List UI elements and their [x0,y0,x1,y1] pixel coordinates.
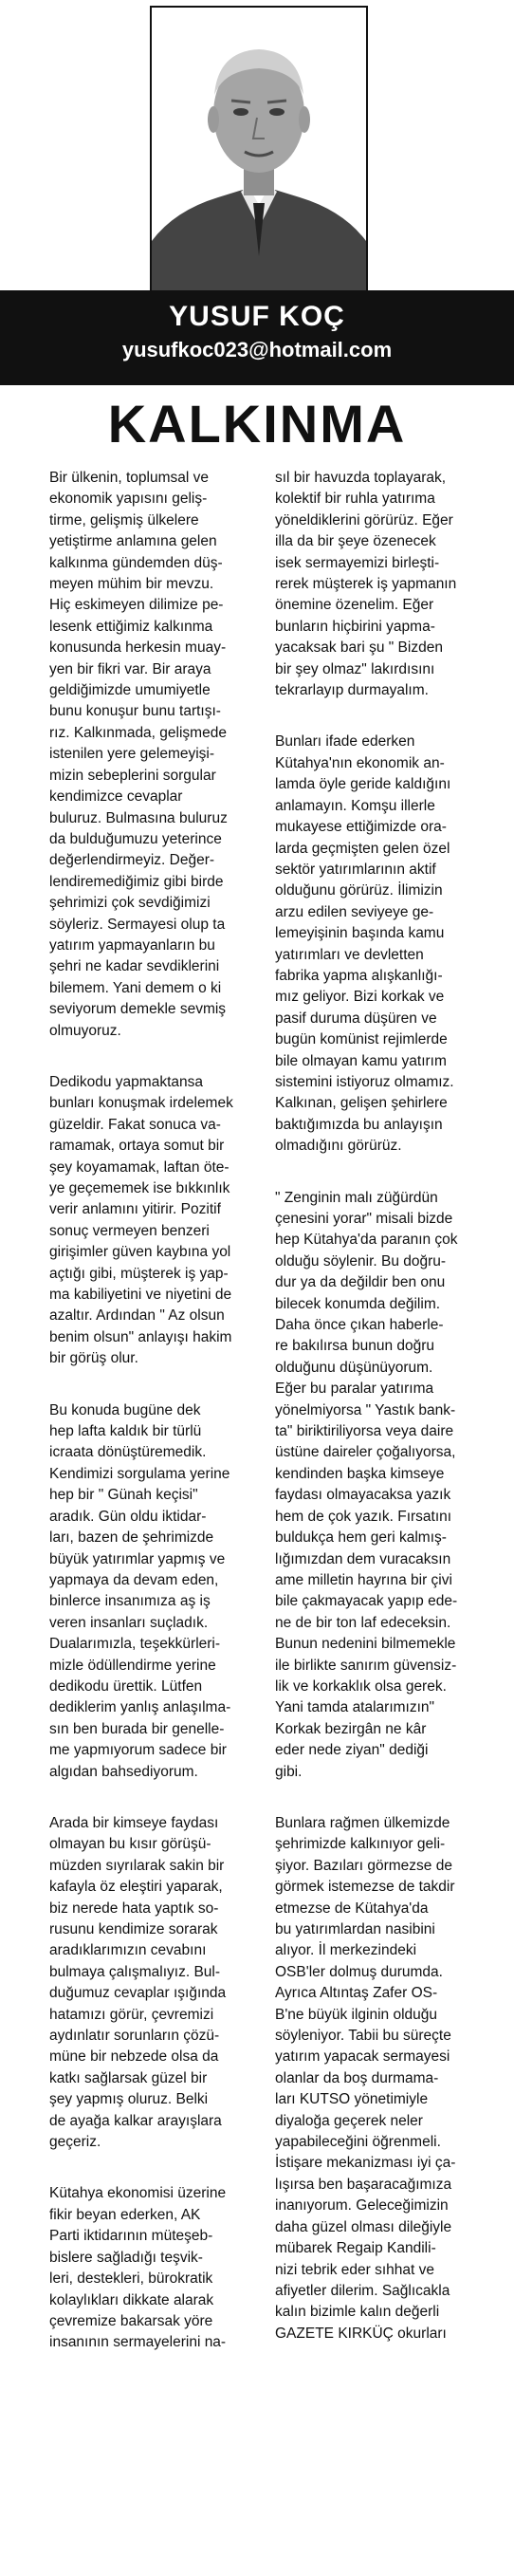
author-portrait-image [152,8,366,290]
paragraph: Dedikodu yapmaktansa bunları konuşmak irdelemek güzeldir. Fakat sonuca va- ramamak, ortaya somut bir şey koyamamak, laftan öte- ye geçememek ise bıkkınlık verir anlamını yitirir. Pozitif sonuç vermeyen benzeri girişimler güven kaybına yol açtığı gibi, müşterek iş yap- ma kabiliyetini ve niyetini de azaltır. Ardından " Az olsun benim olsun" anlayışı hakim bir görüş olur. [49,1073,233,1367]
author-photo [150,6,368,292]
paragraph: Arada bir kimseye faydası olmayan bu kısır görüşü- müzden sıyrılarak sakin bir kafayla öz eleştiri yaparak, biz nerede hata yaptık so- rusunu kendimize sorarak aradıklarımızın cevabını bulmaya çalışmalıyız. Bul- duğumuz cevaplar ışığında hatamızı görür, çevremizi aydınlatır sorunların çözü- müne bir nebzede olsa da katkı sağlarsak güzel bir şey yapmış oluruz. Belki de ayağa kalkar arayışlara geçeriz. [49,1814,227,2151]
article-headline: KALKINMA [107,394,407,454]
paragraph: Bu konuda bugüne dek hep lafta kaldık bir türlü icraata dönüştüremedik. Kendimizi sorgulama yerine hep bir " Günah keçisi" aradık. Gün oldu iktidar- ları, bazen de şehrimizde büyük yatırımlar yapmış ve yapmaya da devam eden, binlerce insanımıza aş iş veren insanları suçladık. Dualarımızla, teşekkürleri- mizle ödüllendirme yerine dedikodu ürettik. Lütfen dediklerim yanlış anlaşılma- sın ben burada bir genelle- me yapmıyorum sadece bir algıdan bahsediyorum. [49,1401,231,1780]
paragraph: sıl bir havuzda toplayarak, kolektif bir ruhla yatırıma yöneldiklerini görürüz. Eğer illa da bir şeye özenecek isek sermayemizi birleşti- rerek müşterek iş yapmanın önemine özenelim. Eğer bunların hiçbirini yapma- yacaksak bari şu " Bizden bir şey olmaz" lakırdısını tekrarlayıp durmayalım. [275,470,457,699]
author-email: yusufkoc023@hotmail.com [121,338,393,361]
paragraph: " Zenginin malı züğürdün çenesini yorar" misali bizde hep Kütahya'da paranın çok olduğu söylenir. Bu doğru- dur ya da değildir ben onu bilecek konumda değilim. Daha önce çıkan haberle- re bakılırsa bunun doğru olduğunu düşünüyorum. Eğer bu paralar yatırıma yönelmiyorsa " Yastık bank- ta" biriktiriliyorsa veya daire üstüne daireler çoğalıyorsa, kendinden başka kimseye faydası olmayacaksa yazık hem de çok yazık. Fırsatını buldukça hem geri kalmış- lığımızdan dem vuracaksın ame milletin hayrına bir çivi bile çakmayacak yapıp ede- ne de bir ton laf edeceksin. Bunun nedenini bilmemekle ile birlikte sanırım güvensiz- lik ve korkaklık olsa gerek. Yani tamda atalarımızın" Korkak bezirgân ne kâr eder nede ziyan" dediği gibi. [275,1189,458,1780]
paragraph: Kütahya ekonomisi üzerine fikir beyan ederken, AK Parti iktidarının müteşeb- bislere sağladığı teşvik- leri, destekleri, bürokratik kolaylıkları dikkate alarak çevremize bakarsak yöre insanının sermayelerini na- [49,2185,227,2351]
paragraph: Bunları ifade ederken Kütahya'nın ekonomik an- lamda öyle geride kaldığını anlamayın. Komşu illerle mukayese ettiğimizde ora- larda geçmişten gelen özel sektör yatırımlarının aktif olduğunu görürüz. İlimizin arzu edilen seviyeye ge- lemeyişinin başında kamu yatırımları ve devletten fabrika yapma alışkanlığı- mız geliyor. Bizi korkak ve pasif duruma düşüren ve bugün komünist rejimlerde bile olmayan kamu yatırım sistemini istiyoruz olmamız. Kalkınan, gelişen şehirlere baktığımızda bu anlayışın olmadığını görürüz. [275,733,454,1155]
paragraph: Bir ülkenin, toplumsal ve ekonomik yapısını geliş- tirme, gelişmiş ülkelere yetiştirme anlamına gelen kalkınma gündemden düş- meyen mühim bir mevzu. Hiç eskimeyen dilimize pe- lesenk ettiğimiz kalkınma konusunda herkesin muay- yen bir fikri var. Bir araya geldiğimizde umumiyetle bunu konuşur bunu tartışı- rız. Kalkınmada, gelişmede istenilen yere gelemeyişi- mizin sebeplerini sorgular kendimizce cevaplar buluruz. Bulmasına buluruz da bulduğumuzu yeterince değerlendirmeyiz. Değer- lendiremediğimiz gibi birde şehrimizi çok sevdiğimizi söyleriz. Sermayesi olup ta yatırım yapmayanların bu şehri ne kadar sevdiklerini bilemem. Yani demem o ki seviyorum demekle sevmiş olmuyoruz. [49,470,228,1039]
article-column-left [49,468,263,2567]
paragraph: Bunlara rağmen ülkemizde şehrimizde kalkınıyor geli- şiyor. Bazıları görmezse de görmek istemezse de takdir etmezse de Kütahya'da bu yatırımlardan nasibini alıyor. İl merkezindeki OSB'ler dolmuş durumda. Ayrıca Altıntaş Zafer OS- B'ne büyük ilginin olduğu söyleniyor. Tabii bu süreçte yatırım yapacak sermayesi olanlar da boş durmama- ları KUTSO yönetimiyle diyaloğa geçerek neler yapabileceğini öğrenmeli. İstişare mekanizması iyi ça- lışırsa ben başaracağımıza inanıyorum. Geleceğimizin daha güzel olması dileğiyle mübarek Regaip Kandili- nizi tebrik eder sıhhat ve afiyetler dilerim. Sağlıcakla kalın bizimle kalın değerli GAZETE KIRKÜÇ okurları [275,1814,456,2342]
author-name: YUSUF KOÇ [169,301,345,332]
article-column-right [275,468,488,2567]
author-header [0,290,514,385]
